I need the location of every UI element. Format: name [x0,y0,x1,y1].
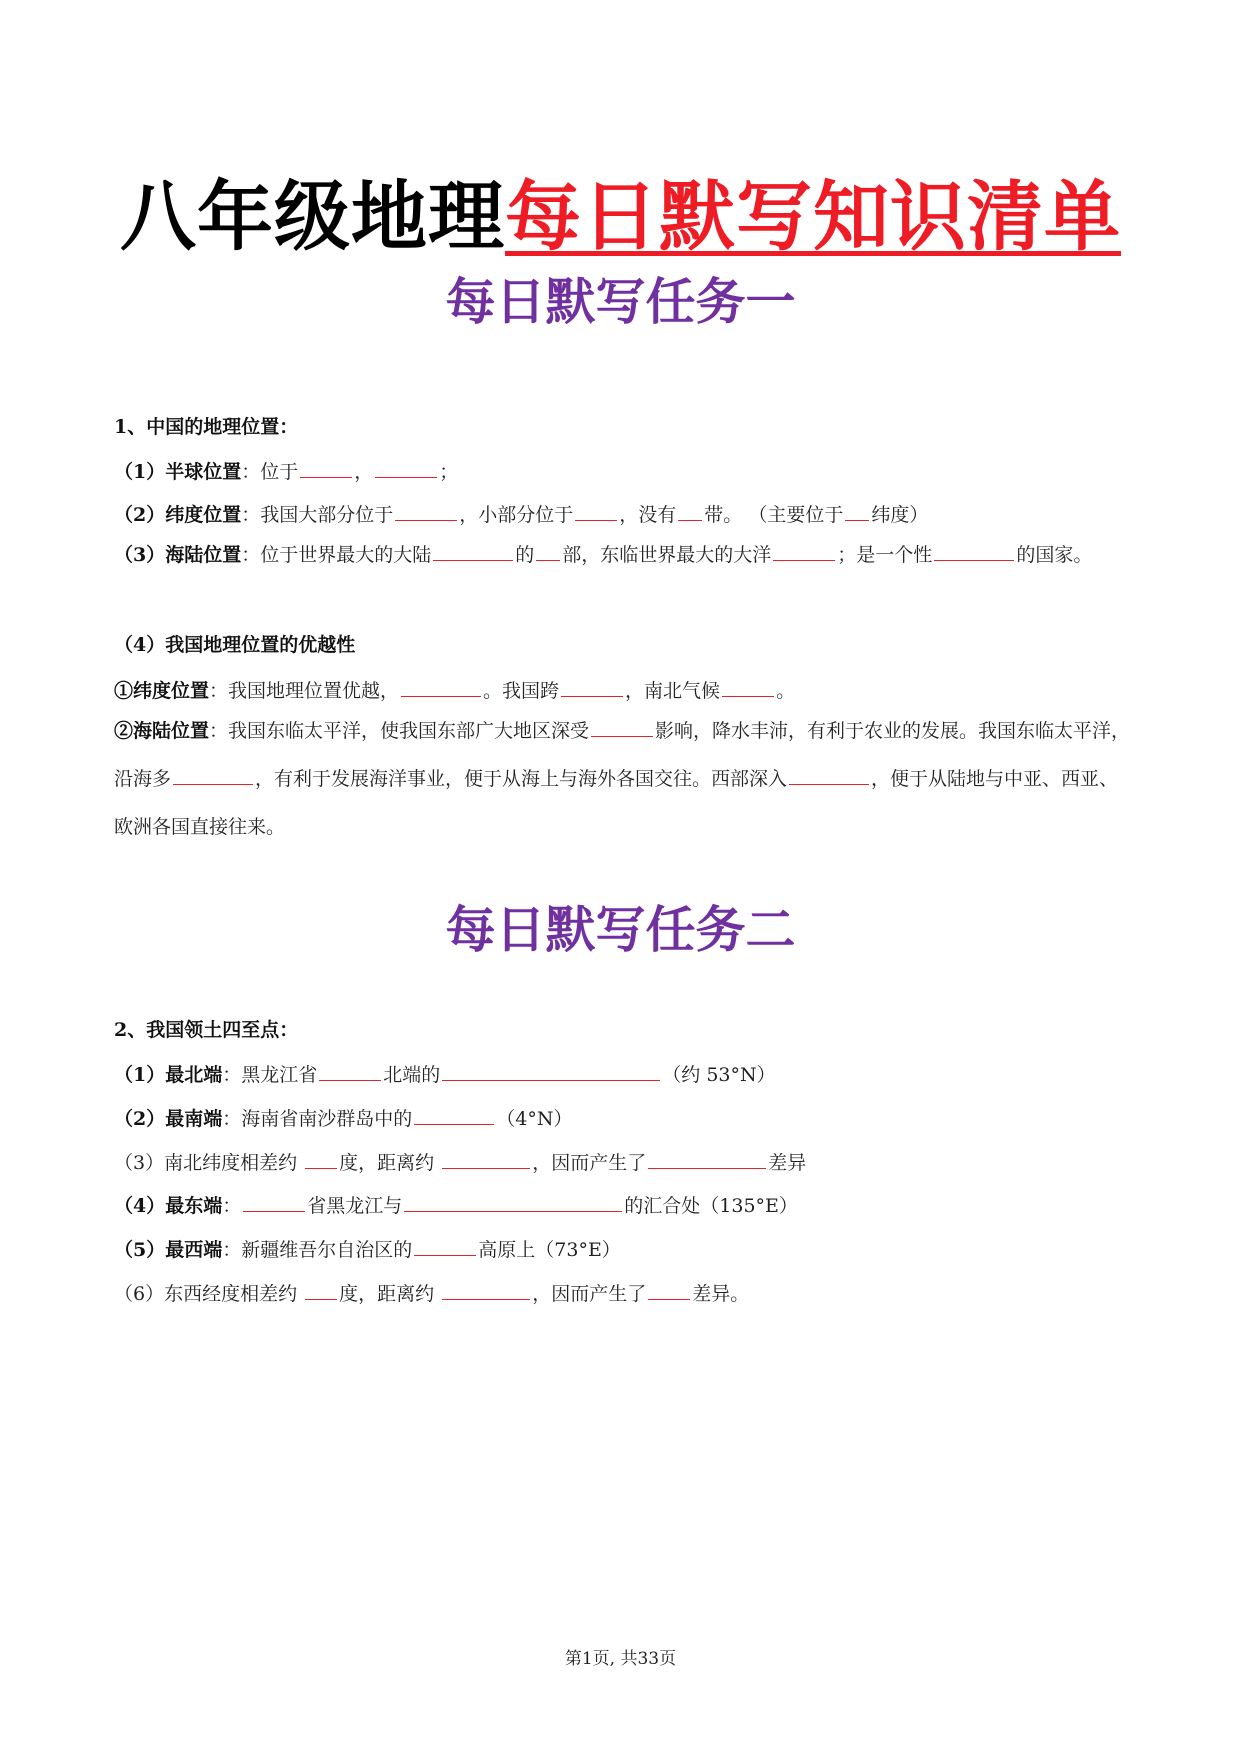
answer-blank[interactable] [243,1191,305,1212]
answer-blank[interactable] [789,764,869,785]
title-part2: 每日默写知识清单 [505,172,1121,261]
answer-blank[interactable] [678,500,702,521]
task2-q1: （1）最北端：黑龙江省 北端的 （约 53°N） [114,1060,1134,1088]
task1-q4-heading: （4）我国地理位置的优越性 [114,634,356,656]
advantage-label: ①纬度位置 [114,680,210,702]
answer-blank[interactable] [575,500,617,521]
answer-blank[interactable] [845,500,869,521]
q-label: 半球位置 [165,461,242,483]
answer-blank[interactable] [305,1148,337,1169]
task2-q3: （3）南北纬度相差约 度，距离约 ，因而产生了 差异 [114,1148,1134,1176]
task2-q5: （5）最西端：新疆维吾尔自治区的 高原上（73°E） [114,1235,1134,1263]
task2-q4: （4）最东端： 省黑龙江与 的汇合处（135°E） [114,1191,1134,1219]
answer-blank[interactable] [591,716,653,737]
answer-blank[interactable] [561,676,623,697]
q-label: 最北端 [165,1064,223,1086]
answer-blank[interactable] [722,676,774,697]
task2-q6: （6）东西经度相差约 度，距离约 ，因而产生了 差异。 [114,1279,1134,1307]
answer-blank[interactable] [300,457,352,478]
answer-blank[interactable] [404,1191,622,1212]
q-label: 最南端 [165,1108,223,1130]
answer-blank[interactable] [414,1104,494,1125]
task2-section-title: 2、我国领土四至点： [114,1019,299,1041]
task2-q2: （2）最南端：海南省南沙群岛中的 （4°N） [114,1104,1134,1132]
answer-blank[interactable] [319,1060,381,1081]
answer-blank[interactable] [375,457,437,478]
answer-blank[interactable] [173,764,253,785]
answer-blank[interactable] [648,1279,690,1300]
task1-heading: 每日默写任务一 [445,273,796,331]
answer-blank[interactable] [773,540,835,561]
task2-heading: 每日默写任务二 [445,901,796,959]
advantage-label: ②海陆位置 [114,720,210,742]
task1-q2: （2）纬度位置：我国大部分位于 ，小部分位于 ，没有 带。 （主要位于 纬度） [114,500,1134,528]
answer-blank[interactable] [395,500,457,521]
answer-blank[interactable] [414,1235,476,1256]
task1-section-title: 1、中国的地理位置： [114,416,299,438]
answer-blank[interactable] [433,540,513,561]
task1-q3: （3）海陆位置：位于世界最大的大陆 的 部，东临世界最大的大洋 ；是一个性 的国家。 [114,531,1134,579]
answer-blank[interactable] [536,540,560,561]
answer-blank[interactable] [442,1279,530,1300]
task1-advantage-sea-land: ②海陆位置：我国东临太平洋，使我国东部广大地区深受 影响，降水丰沛，有利于农业的发展。我国东临太平洋，沿海多 ，有利于发展海洋事业，便于从海上与海外各国交往。西部深入 ，便于从陆地与中亚、西亚、欧洲各国直接往来。 [114,707,1134,851]
page-title [0,172,1241,262]
task1-q1: （1）半球位置：位于 ， ； [114,457,1134,485]
answer-blank[interactable] [305,1279,337,1300]
q-label: 最东端 [165,1195,223,1217]
answer-blank[interactable] [401,676,481,697]
page-number: 第1页, 共33页 [564,1649,677,1669]
answer-blank[interactable] [648,1148,766,1169]
q-label: 最西端 [165,1239,223,1261]
answer-blank[interactable] [934,540,1014,561]
title-part1: 八年级地理 [120,172,505,261]
task1-advantage-latitude: ①纬度位置：我国地理位置优越， 。我国跨 ，南北气候 。 [114,676,1134,704]
answer-blank[interactable] [442,1060,660,1081]
answer-blank[interactable] [442,1148,530,1169]
q-label: 海陆位置 [165,544,242,566]
q-label: 纬度位置 [165,504,242,526]
